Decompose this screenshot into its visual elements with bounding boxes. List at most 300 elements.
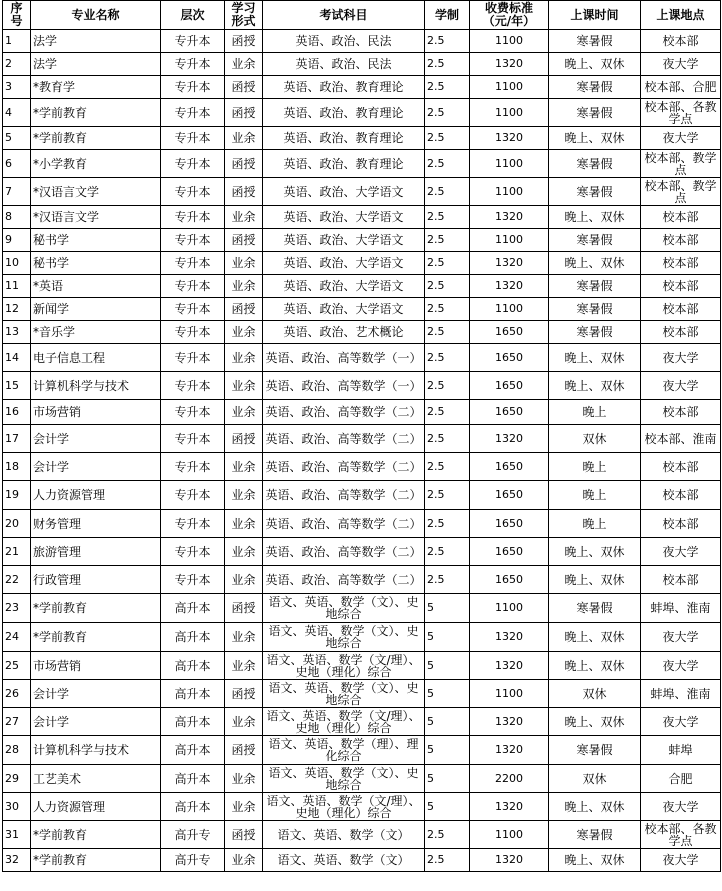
cell-level: 专升本 <box>161 372 225 400</box>
cell-name: *学前教育 <box>31 623 161 652</box>
cell-name: 工艺美术 <box>31 765 161 793</box>
cell-level: 高升本 <box>161 736 225 765</box>
table-row <box>3 178 721 206</box>
table-row <box>3 538 721 566</box>
cell-mode: 业余 <box>225 538 263 566</box>
cell-level: 专升本 <box>161 229 225 252</box>
cell-place: 夜大学 <box>641 849 721 872</box>
cell-subjects: 英语、政治、教育理论 <box>263 99 425 127</box>
cell-duration: 2.5 <box>425 275 470 298</box>
cell-duration: 2.5 <box>425 76 470 99</box>
cell-duration: 2.5 <box>425 150 470 178</box>
cell-mode: 业余 <box>225 652 263 680</box>
cell-subjects: 英语、政治、大学语文 <box>263 298 425 321</box>
cell-time: 寒暑假 <box>549 99 641 127</box>
table-row <box>3 344 721 372</box>
cell-subjects: 语文、英语、数学（文）、史地综合 <box>263 594 425 623</box>
cell-duration: 2.5 <box>425 321 470 344</box>
cell-name: *学前教育 <box>31 821 161 849</box>
table-row <box>3 708 721 736</box>
cell-time: 晚上、双休 <box>549 708 641 736</box>
cell-subjects: 英语、政治、民法 <box>263 53 425 76</box>
cell-duration: 2.5 <box>425 127 470 150</box>
cell-mode: 函授 <box>225 99 263 127</box>
cell-time: 晚上、双休 <box>549 538 641 566</box>
cell-name: 旅游管理 <box>31 538 161 566</box>
cell-level: 高升本 <box>161 680 225 708</box>
table-row <box>3 275 721 298</box>
table-row <box>3 793 721 821</box>
cell-level: 专升本 <box>161 481 225 510</box>
cell-time: 寒暑假 <box>549 594 641 623</box>
cell-name: 秘书学 <box>31 229 161 252</box>
table-row <box>3 765 721 793</box>
cell-subjects: 英语、政治、高等数学（一） <box>263 372 425 400</box>
cell-mode: 函授 <box>225 30 263 53</box>
cell-mode: 业余 <box>225 765 263 793</box>
cell-fee: 1100 <box>470 30 549 53</box>
cell-time: 晚上、双休 <box>549 206 641 229</box>
cell-subjects: 语文、英语、数学（文/理）、史地（理化）综合 <box>263 652 425 680</box>
cell-mode: 业余 <box>225 127 263 150</box>
cell-name: *小学教育 <box>31 150 161 178</box>
table-row <box>3 99 721 127</box>
cell-mode: 函授 <box>225 680 263 708</box>
cell-fee: 1320 <box>470 652 549 680</box>
cell-duration: 2.5 <box>425 849 470 872</box>
cell-fee: 1100 <box>470 594 549 623</box>
cell-time: 双休 <box>549 680 641 708</box>
cell-no: 11 <box>3 275 31 298</box>
cell-no: 17 <box>3 425 31 453</box>
cell-level: 高升本 <box>161 652 225 680</box>
cell-duration: 2.5 <box>425 30 470 53</box>
cell-no: 20 <box>3 510 31 538</box>
table-row <box>3 736 721 765</box>
cell-time: 晚上 <box>549 510 641 538</box>
cell-subjects: 英语、政治、艺术概论 <box>263 321 425 344</box>
table-row <box>3 594 721 623</box>
cell-no: 4 <box>3 99 31 127</box>
cell-mode: 业余 <box>225 453 263 481</box>
cell-time: 晚上、双休 <box>549 344 641 372</box>
cell-mode: 业余 <box>225 566 263 594</box>
cell-time: 寒暑假 <box>549 178 641 206</box>
cell-time: 寒暑假 <box>549 30 641 53</box>
cell-fee: 1650 <box>470 453 549 481</box>
cell-name: 新闻学 <box>31 298 161 321</box>
cell-mode: 业余 <box>225 344 263 372</box>
cell-time: 寒暑假 <box>549 76 641 99</box>
cell-place: 校本部 <box>641 229 721 252</box>
cell-duration: 2.5 <box>425 298 470 321</box>
cell-fee: 2200 <box>470 765 549 793</box>
cell-no: 16 <box>3 400 31 425</box>
cell-duration: 5 <box>425 708 470 736</box>
header-subjects: 考试科目 <box>263 1 425 30</box>
cell-subjects: 英语、政治、高等数学（二） <box>263 481 425 510</box>
enrollment-table <box>2 0 721 872</box>
cell-no: 18 <box>3 453 31 481</box>
cell-name: 会计学 <box>31 425 161 453</box>
cell-level: 专升本 <box>161 453 225 481</box>
cell-no: 29 <box>3 765 31 793</box>
cell-duration: 2.5 <box>425 821 470 849</box>
cell-mode: 业余 <box>225 372 263 400</box>
cell-fee: 1650 <box>470 400 549 425</box>
cell-place: 校本部 <box>641 400 721 425</box>
cell-no: 8 <box>3 206 31 229</box>
cell-name: 电子信息工程 <box>31 344 161 372</box>
header-time: 上课时间 <box>549 1 641 30</box>
cell-name: 人力资源管理 <box>31 793 161 821</box>
cell-time: 寒暑假 <box>549 821 641 849</box>
cell-time: 寒暑假 <box>549 321 641 344</box>
cell-name: 行政管理 <box>31 566 161 594</box>
cell-no: 6 <box>3 150 31 178</box>
table-row <box>3 510 721 538</box>
table-row <box>3 76 721 99</box>
cell-place: 夜大学 <box>641 652 721 680</box>
cell-mode: 业余 <box>225 623 263 652</box>
table-row <box>3 821 721 849</box>
cell-level: 专升本 <box>161 206 225 229</box>
cell-fee: 1100 <box>470 298 549 321</box>
cell-mode: 业余 <box>225 510 263 538</box>
cell-duration: 2.5 <box>425 538 470 566</box>
cell-place: 校本部 <box>641 298 721 321</box>
cell-fee: 1320 <box>470 623 549 652</box>
cell-name: 法学 <box>31 53 161 76</box>
header-duration: 学制 <box>425 1 470 30</box>
cell-fee: 1320 <box>470 793 549 821</box>
table-row <box>3 652 721 680</box>
cell-place: 蚌埠 <box>641 736 721 765</box>
cell-duration: 5 <box>425 652 470 680</box>
table-row <box>3 425 721 453</box>
table-row <box>3 127 721 150</box>
cell-duration: 2.5 <box>425 453 470 481</box>
cell-no: 26 <box>3 680 31 708</box>
cell-no: 28 <box>3 736 31 765</box>
cell-mode: 业余 <box>225 400 263 425</box>
cell-level: 高升本 <box>161 708 225 736</box>
table-row <box>3 400 721 425</box>
cell-place: 校本部 <box>641 566 721 594</box>
cell-duration: 2.5 <box>425 372 470 400</box>
cell-level: 专升本 <box>161 298 225 321</box>
cell-mode: 函授 <box>225 178 263 206</box>
cell-level: 专升本 <box>161 321 225 344</box>
cell-name: 财务管理 <box>31 510 161 538</box>
cell-no: 27 <box>3 708 31 736</box>
cell-name: *英语 <box>31 275 161 298</box>
cell-place: 蚌埠、淮南 <box>641 594 721 623</box>
cell-fee: 1320 <box>470 708 549 736</box>
cell-time: 晚上 <box>549 453 641 481</box>
cell-fee: 1100 <box>470 821 549 849</box>
cell-level: 高升本 <box>161 765 225 793</box>
cell-time: 晚上、双休 <box>549 793 641 821</box>
cell-time: 晚上、双休 <box>549 652 641 680</box>
cell-level: 高升专 <box>161 849 225 872</box>
cell-duration: 2.5 <box>425 252 470 275</box>
cell-subjects: 英语、政治、高等数学（一） <box>263 344 425 372</box>
cell-place: 合肥 <box>641 765 721 793</box>
cell-time: 晚上、双休 <box>549 623 641 652</box>
cell-name: 计算机科学与技术 <box>31 372 161 400</box>
cell-place: 夜大学 <box>641 793 721 821</box>
cell-subjects: 语文、英语、数学（文）、史地综合 <box>263 765 425 793</box>
cell-no: 13 <box>3 321 31 344</box>
cell-level: 专升本 <box>161 30 225 53</box>
cell-level: 专升本 <box>161 538 225 566</box>
cell-duration: 2.5 <box>425 425 470 453</box>
cell-fee: 1100 <box>470 178 549 206</box>
cell-subjects: 英语、政治、教育理论 <box>263 127 425 150</box>
cell-mode: 函授 <box>225 736 263 765</box>
header-no: 序号 <box>3 1 31 30</box>
table-row <box>3 372 721 400</box>
table-row <box>3 481 721 510</box>
cell-no: 24 <box>3 623 31 652</box>
header-level: 层次 <box>161 1 225 30</box>
cell-subjects: 英语、政治、大学语文 <box>263 275 425 298</box>
cell-name: *汉语言文学 <box>31 206 161 229</box>
cell-mode: 业余 <box>225 321 263 344</box>
cell-duration: 5 <box>425 793 470 821</box>
cell-name: *音乐学 <box>31 321 161 344</box>
cell-name: *学前教育 <box>31 849 161 872</box>
cell-name: *汉语言文学 <box>31 178 161 206</box>
cell-fee: 1100 <box>470 150 549 178</box>
cell-time: 寒暑假 <box>549 736 641 765</box>
cell-level: 高升本 <box>161 793 225 821</box>
cell-time: 寒暑假 <box>549 275 641 298</box>
cell-level: 高升本 <box>161 594 225 623</box>
cell-fee: 1320 <box>470 736 549 765</box>
cell-place: 校本部 <box>641 321 721 344</box>
cell-name: 会计学 <box>31 453 161 481</box>
cell-level: 高升专 <box>161 821 225 849</box>
cell-duration: 2.5 <box>425 481 470 510</box>
cell-subjects: 英语、政治、大学语文 <box>263 229 425 252</box>
cell-subjects: 语文、英语、数学（文/理）、史地（理化）综合 <box>263 708 425 736</box>
cell-duration: 2.5 <box>425 510 470 538</box>
cell-fee: 1320 <box>470 252 549 275</box>
cell-duration: 5 <box>425 623 470 652</box>
cell-time: 晚上、双休 <box>549 252 641 275</box>
cell-fee: 1320 <box>470 206 549 229</box>
cell-level: 专升本 <box>161 178 225 206</box>
cell-place: 夜大学 <box>641 127 721 150</box>
cell-level: 专升本 <box>161 566 225 594</box>
cell-place: 夜大学 <box>641 53 721 76</box>
cell-duration: 2.5 <box>425 344 470 372</box>
cell-fee: 1320 <box>470 849 549 872</box>
cell-subjects: 英语、政治、大学语文 <box>263 206 425 229</box>
table-row <box>3 150 721 178</box>
cell-name: *学前教育 <box>31 127 161 150</box>
cell-mode: 业余 <box>225 708 263 736</box>
table-row <box>3 680 721 708</box>
cell-name: 市场营销 <box>31 652 161 680</box>
header-place: 上课地点 <box>641 1 721 30</box>
cell-fee: 1650 <box>470 538 549 566</box>
cell-time: 晚上 <box>549 400 641 425</box>
cell-no: 7 <box>3 178 31 206</box>
cell-mode: 函授 <box>225 425 263 453</box>
cell-level: 专升本 <box>161 252 225 275</box>
cell-name: *教育学 <box>31 76 161 99</box>
cell-time: 双休 <box>549 425 641 453</box>
cell-name: 市场营销 <box>31 400 161 425</box>
cell-no: 15 <box>3 372 31 400</box>
table-row <box>3 53 721 76</box>
cell-place: 校本部 <box>641 275 721 298</box>
cell-name: 法学 <box>31 30 161 53</box>
cell-level: 专升本 <box>161 150 225 178</box>
cell-place: 校本部、合肥 <box>641 76 721 99</box>
cell-name: 人力资源管理 <box>31 481 161 510</box>
cell-mode: 函授 <box>225 821 263 849</box>
cell-mode: 函授 <box>225 594 263 623</box>
cell-place: 夜大学 <box>641 623 721 652</box>
cell-name: *学前教育 <box>31 99 161 127</box>
cell-fee: 1650 <box>470 481 549 510</box>
cell-mode: 函授 <box>225 298 263 321</box>
cell-mode: 业余 <box>225 53 263 76</box>
table-row <box>3 321 721 344</box>
cell-place: 蚌埠、淮南 <box>641 680 721 708</box>
cell-subjects: 语文、英语、数学（文）、史地综合 <box>263 680 425 708</box>
cell-time: 晚上 <box>549 481 641 510</box>
cell-subjects: 语文、英语、数学（文） <box>263 821 425 849</box>
cell-fee: 1650 <box>470 344 549 372</box>
cell-time: 晚上、双休 <box>549 53 641 76</box>
cell-mode: 函授 <box>225 229 263 252</box>
table-row <box>3 30 721 53</box>
header-fee: 收费标准（元/年） <box>470 1 549 30</box>
cell-subjects: 英语、政治、民法 <box>263 30 425 53</box>
cell-no: 22 <box>3 566 31 594</box>
cell-mode: 业余 <box>225 481 263 510</box>
cell-no: 30 <box>3 793 31 821</box>
cell-level: 专升本 <box>161 425 225 453</box>
cell-level: 高升本 <box>161 623 225 652</box>
cell-fee: 1100 <box>470 680 549 708</box>
cell-duration: 5 <box>425 680 470 708</box>
cell-no: 5 <box>3 127 31 150</box>
cell-time: 寒暑假 <box>549 298 641 321</box>
header-mode: 学习形式 <box>225 1 263 30</box>
cell-level: 专升本 <box>161 53 225 76</box>
cell-duration: 2.5 <box>425 229 470 252</box>
cell-fee: 1320 <box>470 275 549 298</box>
table-row <box>3 298 721 321</box>
cell-place: 校本部 <box>641 453 721 481</box>
header-row <box>3 1 721 30</box>
cell-place: 校本部 <box>641 206 721 229</box>
cell-no: 3 <box>3 76 31 99</box>
cell-no: 31 <box>3 821 31 849</box>
cell-level: 专升本 <box>161 510 225 538</box>
cell-time: 晚上、双休 <box>549 566 641 594</box>
cell-no: 10 <box>3 252 31 275</box>
cell-mode: 业余 <box>225 206 263 229</box>
cell-no: 9 <box>3 229 31 252</box>
cell-name: *学前教育 <box>31 594 161 623</box>
cell-name: 秘书学 <box>31 252 161 275</box>
cell-subjects: 英语、政治、高等数学（二） <box>263 538 425 566</box>
cell-level: 专升本 <box>161 400 225 425</box>
cell-fee: 1650 <box>470 510 549 538</box>
cell-level: 专升本 <box>161 344 225 372</box>
cell-fee: 1650 <box>470 372 549 400</box>
cell-subjects: 英语、政治、高等数学（二） <box>263 510 425 538</box>
cell-place: 夜大学 <box>641 538 721 566</box>
cell-place: 夜大学 <box>641 372 721 400</box>
cell-no: 19 <box>3 481 31 510</box>
cell-time: 寒暑假 <box>549 150 641 178</box>
cell-place: 校本部、教学点 <box>641 150 721 178</box>
cell-subjects: 英语、政治、高等数学（二） <box>263 400 425 425</box>
header-name: 专业名称 <box>31 1 161 30</box>
cell-no: 1 <box>3 30 31 53</box>
cell-name: 会计学 <box>31 708 161 736</box>
cell-mode: 业余 <box>225 793 263 821</box>
cell-mode: 业余 <box>225 849 263 872</box>
table-row <box>3 849 721 872</box>
table-row <box>3 206 721 229</box>
cell-place: 校本部、淮南 <box>641 425 721 453</box>
cell-place: 校本部 <box>641 30 721 53</box>
table-row <box>3 229 721 252</box>
table-row <box>3 453 721 481</box>
cell-fee: 1100 <box>470 229 549 252</box>
cell-place: 校本部 <box>641 252 721 275</box>
cell-no: 23 <box>3 594 31 623</box>
cell-level: 专升本 <box>161 76 225 99</box>
table-row <box>3 623 721 652</box>
cell-duration: 2.5 <box>425 53 470 76</box>
cell-place: 校本部 <box>641 481 721 510</box>
cell-subjects: 英语、政治、教育理论 <box>263 76 425 99</box>
cell-time: 晚上、双休 <box>549 127 641 150</box>
cell-subjects: 语文、英语、数学（理）、理化综合 <box>263 736 425 765</box>
cell-place: 校本部 <box>641 510 721 538</box>
cell-subjects: 英语、政治、教育理论 <box>263 150 425 178</box>
cell-subjects: 英语、政治、大学语文 <box>263 252 425 275</box>
cell-subjects: 语文、英语、数学（文/理）、史地（理化）综合 <box>263 793 425 821</box>
cell-subjects: 语文、英语、数学（文） <box>263 849 425 872</box>
cell-duration: 2.5 <box>425 400 470 425</box>
table-row <box>3 252 721 275</box>
table-body <box>3 30 721 872</box>
cell-no: 2 <box>3 53 31 76</box>
cell-mode: 函授 <box>225 76 263 99</box>
cell-time: 晚上、双休 <box>549 849 641 872</box>
cell-fee: 1100 <box>470 99 549 127</box>
cell-level: 专升本 <box>161 99 225 127</box>
cell-fee: 1650 <box>470 321 549 344</box>
cell-no: 12 <box>3 298 31 321</box>
cell-subjects: 英语、政治、高等数学（二） <box>263 566 425 594</box>
cell-fee: 1320 <box>470 53 549 76</box>
cell-no: 25 <box>3 652 31 680</box>
cell-place: 校本部、教学点 <box>641 178 721 206</box>
table-row <box>3 566 721 594</box>
